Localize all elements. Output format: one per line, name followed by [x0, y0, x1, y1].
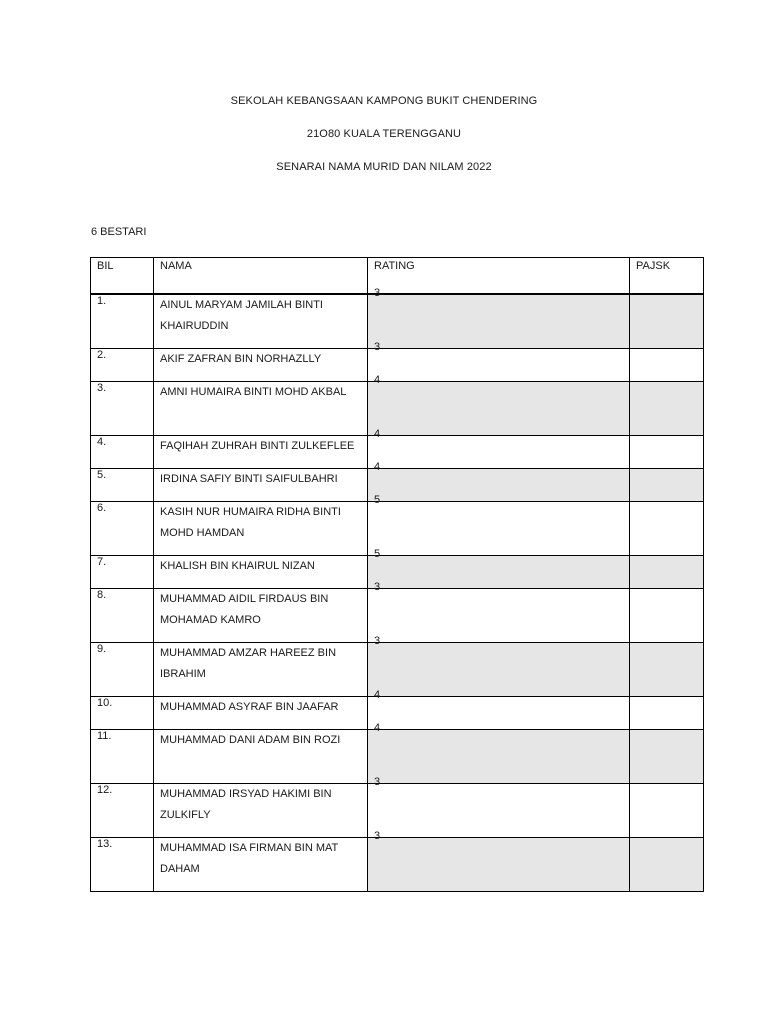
table-row: [91, 643, 704, 697]
nama-cell: KHALISH BIN KHAIRUL NIZAN: [154, 556, 368, 589]
column-header-nama: NAMA: [154, 258, 368, 295]
bil-cell: 5.: [91, 469, 154, 502]
table-row: [91, 502, 704, 556]
table-row: [91, 349, 704, 382]
table-row: [91, 784, 704, 838]
class-label: 6 BESTARI: [91, 226, 147, 238]
nama-cell: FAQIHAH ZUHRAH BINTI ZULKEFLEE: [154, 436, 368, 469]
pajsk-cell: [630, 382, 704, 436]
bil-cell: 1.: [91, 294, 154, 349]
table-row: [91, 382, 704, 436]
bil-cell: 12.: [91, 784, 154, 838]
pajsk-cell: [630, 730, 704, 784]
column-header-pajsk: PAJSK: [630, 258, 704, 295]
column-header-bil: BIL: [91, 258, 154, 295]
rating-cell: [368, 428, 630, 469]
table-row: [91, 294, 704, 349]
rating-value: 3: [374, 635, 381, 647]
table-row: [91, 436, 704, 469]
bil-cell: 11.: [91, 730, 154, 784]
bil-cell: 4.: [91, 436, 154, 469]
pajsk-cell: [630, 784, 704, 838]
nama-cell: AKIF ZAFRAN BIN NORHAZLLY: [154, 349, 368, 382]
rating-value: 5: [374, 548, 381, 560]
school-address: 21O80 KUALA TERENGGANU: [306, 128, 462, 140]
bil-cell: 7.: [91, 556, 154, 589]
bil-cell: 10.: [91, 697, 154, 730]
pajsk-cell: [630, 838, 704, 892]
pajsk-cell: [630, 294, 704, 349]
bil-cell: 6.: [91, 502, 154, 556]
pajsk-cell: [630, 697, 704, 730]
table-row: [91, 469, 704, 502]
table-row: [91, 589, 704, 643]
rating-value: 4: [374, 689, 381, 701]
rating-value: 5: [374, 494, 381, 506]
nama-cell: AMNI HUMAIRA BINTI MOHD AKBAL: [154, 382, 368, 436]
rating-value: 3: [374, 341, 381, 353]
table-row: [91, 730, 704, 784]
nama-cell: MUHAMMAD DANI ADAM BIN ROZI: [154, 730, 368, 784]
column-header-rating: RATING: [368, 258, 630, 295]
rating-cell: [368, 722, 630, 784]
rating-cell: [368, 341, 630, 382]
rating-cell: [368, 689, 630, 730]
rating-cell: [368, 548, 630, 589]
document-title: SENARAI NAMA MURID DAN NILAM 2022: [276, 161, 492, 173]
rating-value: 3: [374, 776, 381, 788]
nama-cell: MUHAMMAD IRSYAD HAKIMI BIN ZULKIFLY: [154, 784, 368, 838]
table-row: [91, 838, 704, 892]
bil-cell: 13.: [91, 838, 154, 892]
rating-cell: [368, 830, 630, 892]
rating-value: 4: [374, 428, 381, 440]
pajsk-cell: [630, 589, 704, 643]
rating-value: 3: [374, 287, 381, 299]
table-row: [91, 556, 704, 589]
bil-cell: 8.: [91, 589, 154, 643]
bil-cell: 2.: [91, 349, 154, 382]
table-row: [91, 697, 704, 730]
nama-cell: MUHAMMAD ASYRAF BIN JAAFAR: [154, 697, 368, 730]
rating-value: 4: [374, 722, 381, 734]
nama-cell: AINUL MARYAM JAMILAH BINTI KHAIRUDDIN: [154, 294, 368, 349]
rating-cell: [368, 494, 630, 556]
bil-cell: 3.: [91, 382, 154, 436]
rating-value: 4: [374, 374, 381, 386]
rating-cell: [368, 635, 630, 697]
pajsk-cell: [630, 436, 704, 469]
table-header-row: [91, 258, 704, 295]
pajsk-cell: [630, 502, 704, 556]
rating-value: 4: [374, 461, 381, 473]
pajsk-cell: [630, 643, 704, 697]
rating-cell: [368, 374, 630, 436]
nama-cell: MUHAMMAD ISA FIRMAN BIN MAT DAHAM: [154, 838, 368, 892]
rating-cell: [368, 461, 630, 502]
rating-cell: [368, 287, 630, 349]
rating-value: 3: [374, 830, 381, 842]
bil-cell: 9.: [91, 643, 154, 697]
rating-value: 3: [374, 581, 381, 593]
student-table: [90, 257, 704, 892]
pajsk-cell: [630, 556, 704, 589]
nama-cell: IRDINA SAFIY BINTI SAIFULBAHRI: [154, 469, 368, 502]
nama-cell: KASIH NUR HUMAIRA RIDHA BINTI MOHD HAMDAN: [154, 502, 368, 556]
table-body: [91, 287, 704, 892]
school-name: SEKOLAH KEBANGSAAN KAMPONG BUKIT CHENDERING: [230, 95, 538, 107]
rating-cell: [368, 581, 630, 643]
pajsk-cell: [630, 349, 704, 382]
nama-cell: MUHAMMAD AIDIL FIRDAUS BIN MOHAMAD KAMRO: [154, 589, 368, 643]
nama-cell: MUHAMMAD AMZAR HAREEZ BIN IBRAHIM: [154, 643, 368, 697]
rating-cell: [368, 776, 630, 838]
pajsk-cell: [630, 469, 704, 502]
